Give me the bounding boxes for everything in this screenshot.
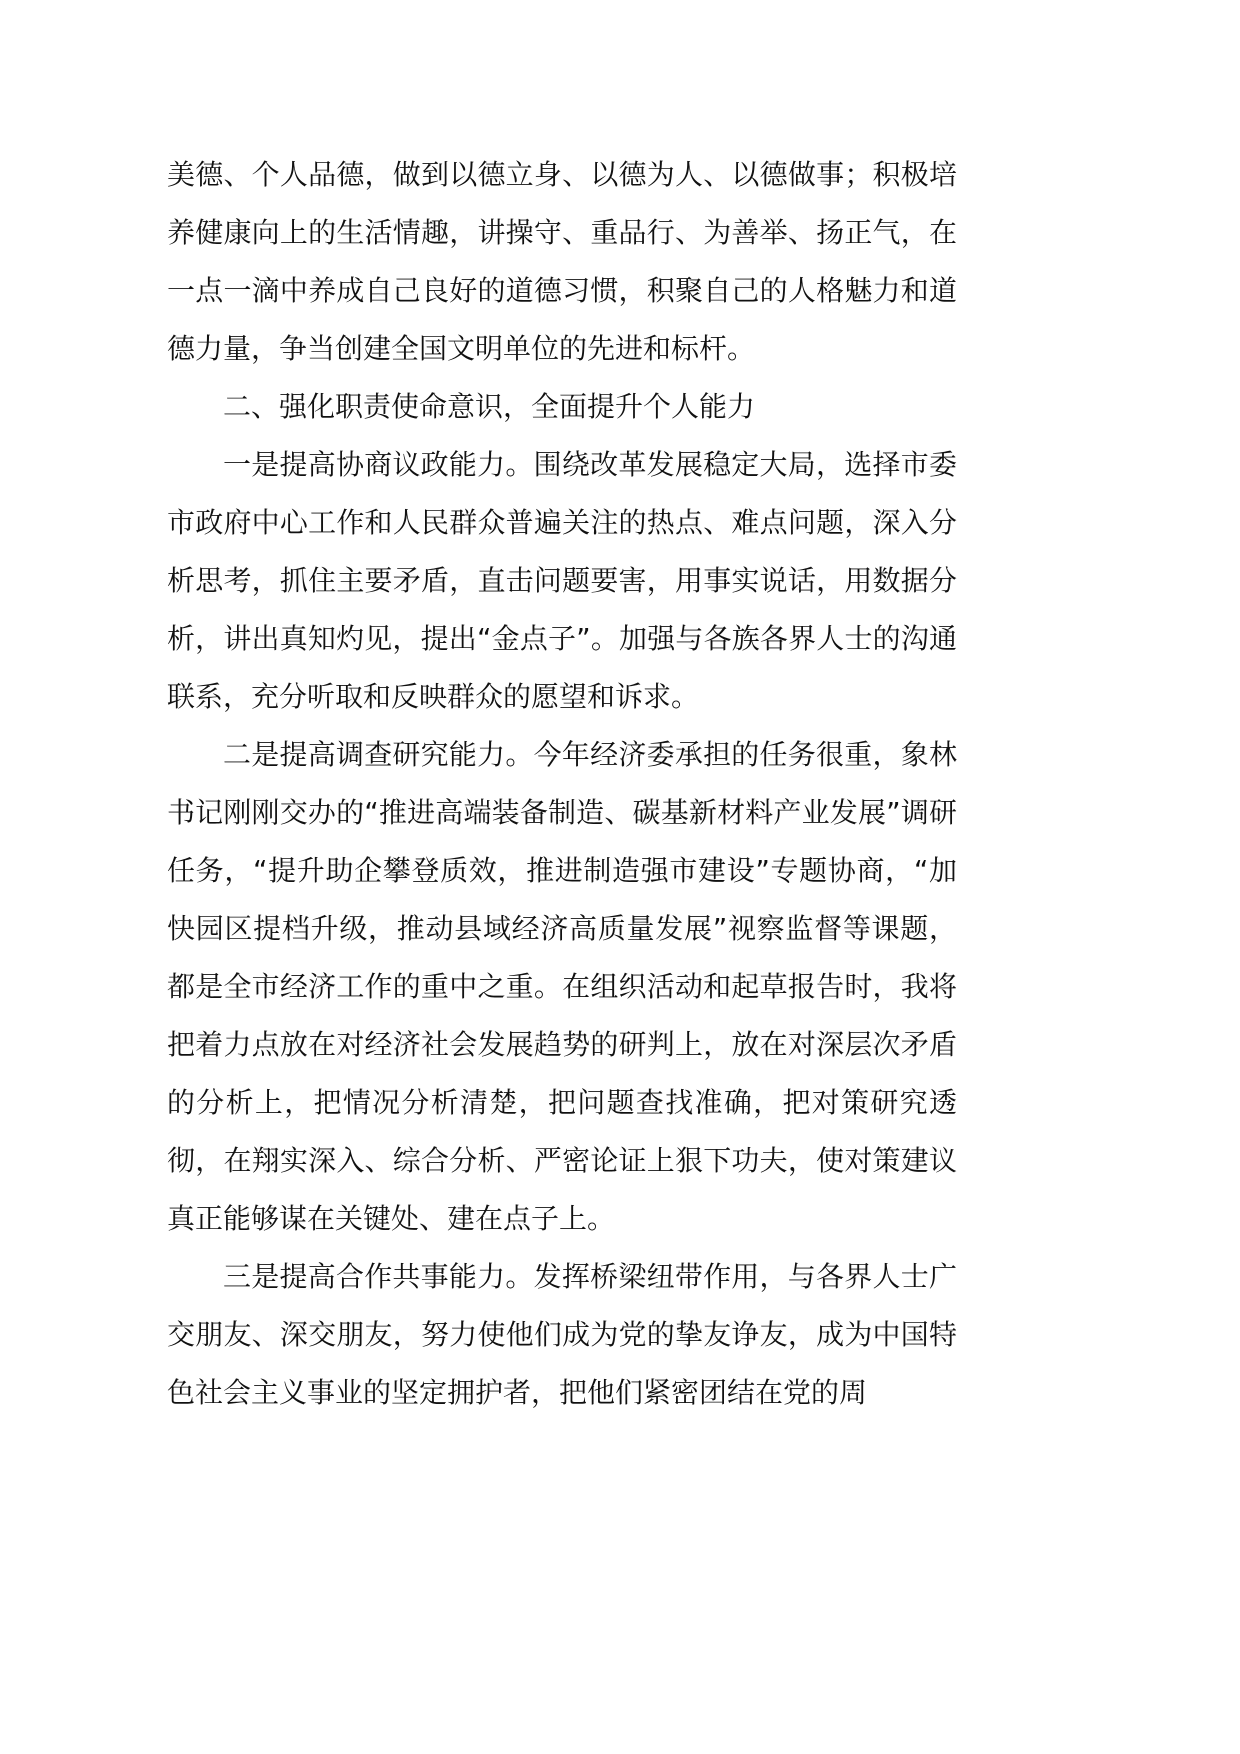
- document-body: [167, 146, 957, 1422]
- paragraph-cooperation-ability: 三是提高合作共事能力。发挥桥梁纽带作用，与各界人士广交朋友、深交朋友，努力使他们成为党的挚友诤友，成为中国特色社会主义事业的坚定拥护者，把他们紧密团结在党的周: [167, 1260, 957, 1409]
- paragraph-consultation-ability: 一是提高协商议政能力。围绕改革发展稳定大局，选择市委市政府中心工作和人民群众普遍关注的热点、难点问题，深入分析思考，抓住主要矛盾，直击问题要害，用事实说话，用数据分析，讲出真知灼见，提出“金点子”。加强与各族各界人士的沟通联系，充分听取和反映群众的愿望和诉求。: [167, 448, 957, 713]
- section-heading-capability: 二、强化职责使命意识，全面提升个人能力: [223, 390, 756, 423]
- paragraph-research-ability: 二是提高调查研究能力。今年经济委承担的任务很重，象林书记刚刚交办的“推进高端装备制造、碳基新材料产业发展”调研任务，“提升助企攀登质效，推进制造强市建设”专题协商，“加快园区提档升级，推动县域经济高质量发展”视察监督等课题，都是全市经济工作的重中之重。在组织活动和起草报告时，我将把着力点放在对经济社会发展趋势的研判上，放在对深层次矛盾的分析上，把情况分析清楚，把问题查找准确，把对策研究透彻，在翔实深入、综合分析、严密论证上狠下功夫，使对策建议真正能够谋在关键处、建在点子上。: [167, 738, 957, 1235]
- paragraph-continued-virtue: 美德、个人品德，做到以德立身、以德为人、以德做事；积极培养健康向上的生活情趣，讲操守、重品行、为善举、扬正气，在一点一滴中养成自己良好的道德习惯，积聚自己的人格魅力和道德力量，争当创建全国文明单位的先进和标杆。: [167, 158, 957, 365]
